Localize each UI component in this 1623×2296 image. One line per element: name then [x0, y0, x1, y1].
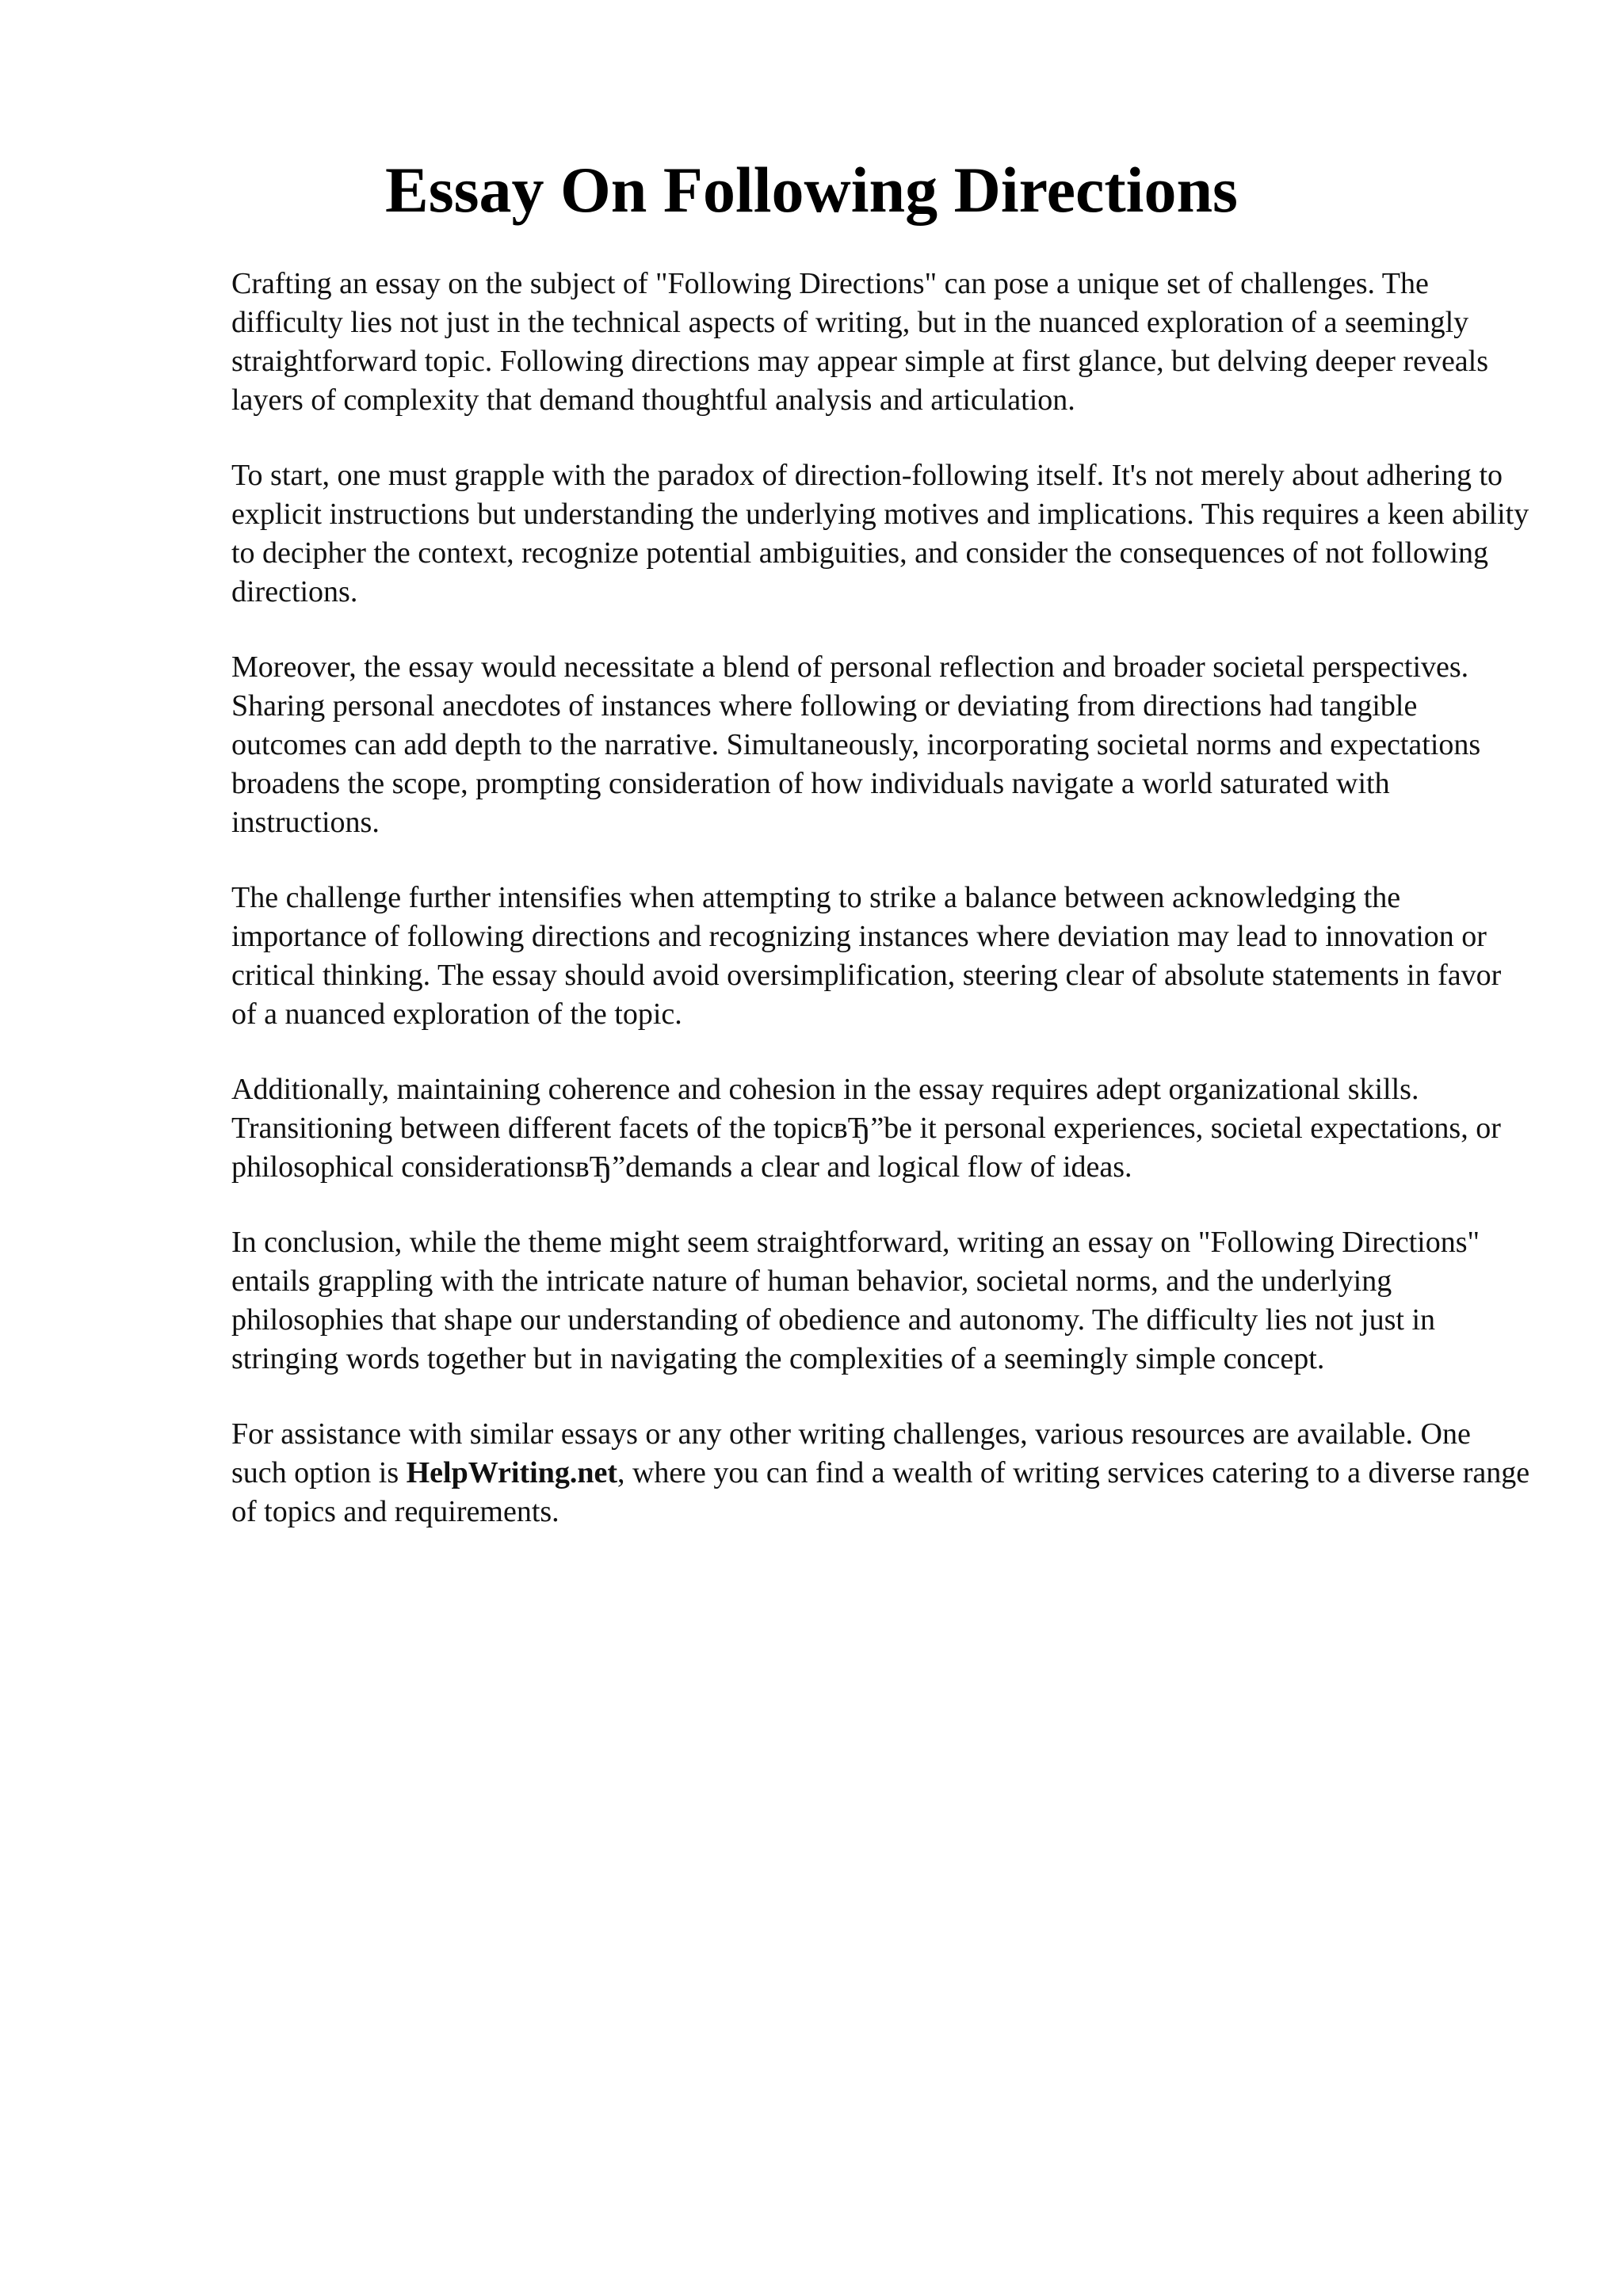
paragraph-coherence: Additionally, maintaining coherence and cohesion in the essay requires adept organizational skills. Transitioning between different facets of the topicвЂ”be it personal experiences, societal expectations, or philosophical considerationsвЂ”demands a clear and logical flow of ideas. — [231, 1073, 1501, 1184]
closing-text-after: , where you can find a wealth of writing services catering to a diverse range of topics and requirements. — [231, 1456, 1530, 1528]
document-title: Essay On Following Directions — [385, 154, 1238, 226]
paragraph-closing — [231, 1415, 1531, 1531]
paragraph-perspectives: Moreover, the essay would necessitate a blend of personal reflection and broader societal perspectives. Sharing personal anecdotes of instances where following or deviating from directions had tangible outcomes can add depth to the narrative. Simultaneously, incorporating societal norms and expectations broadens the scope, prompting consideration of how individuals navigate a world saturated with instructions. — [231, 650, 1481, 839]
paragraph-paradox: To start, one must grapple with the paradox of direction-following itself. It's not merely about adhering to explicit instructions but understanding the underlying motives and implications. This requires a keen ability to decipher the context, recognize potential ambiguities, and consider the consequences of not following directions. — [231, 459, 1529, 608]
closing-text-before: For assistance with similar essays or any other writing challenges, various resources are available. One such option is — [231, 1417, 1471, 1489]
paragraph-challenge: The challenge further intensifies when attempting to strike a balance between acknowledging the importance of following directions and recognizing instances where deviation may lead to innovation or critical thinking. The essay should avoid oversimplification, steering clear of absolute statements in favor of a nuanced exploration of the topic. — [231, 881, 1502, 1031]
document-body — [231, 265, 1531, 1568]
helpwriting-link[interactable]: HelpWriting.net — [406, 1456, 617, 1489]
paragraph-conclusion: In conclusion, while the theme might seem straightforward, writing an essay on "Following Directions" entails grappling with the intricate nature of human behavior, societal norms, and the underlying philosophies that shape our understanding of obedience and autonomy. The difficulty lies not just in stringing words together but in navigating the complexities of a seemingly simple concept. — [231, 1226, 1480, 1375]
paragraph-intro: Crafting an essay on the subject of "Following Directions" can pose a unique set of challenges. The difficulty lies not just in the technical aspects of writing, but in the nuanced exploration of a seemingly straightforward topic. Following directions may appear simple at first glance, but delving deeper reveals layers of complexity that demand thoughtful analysis and articulation. — [231, 267, 1489, 417]
